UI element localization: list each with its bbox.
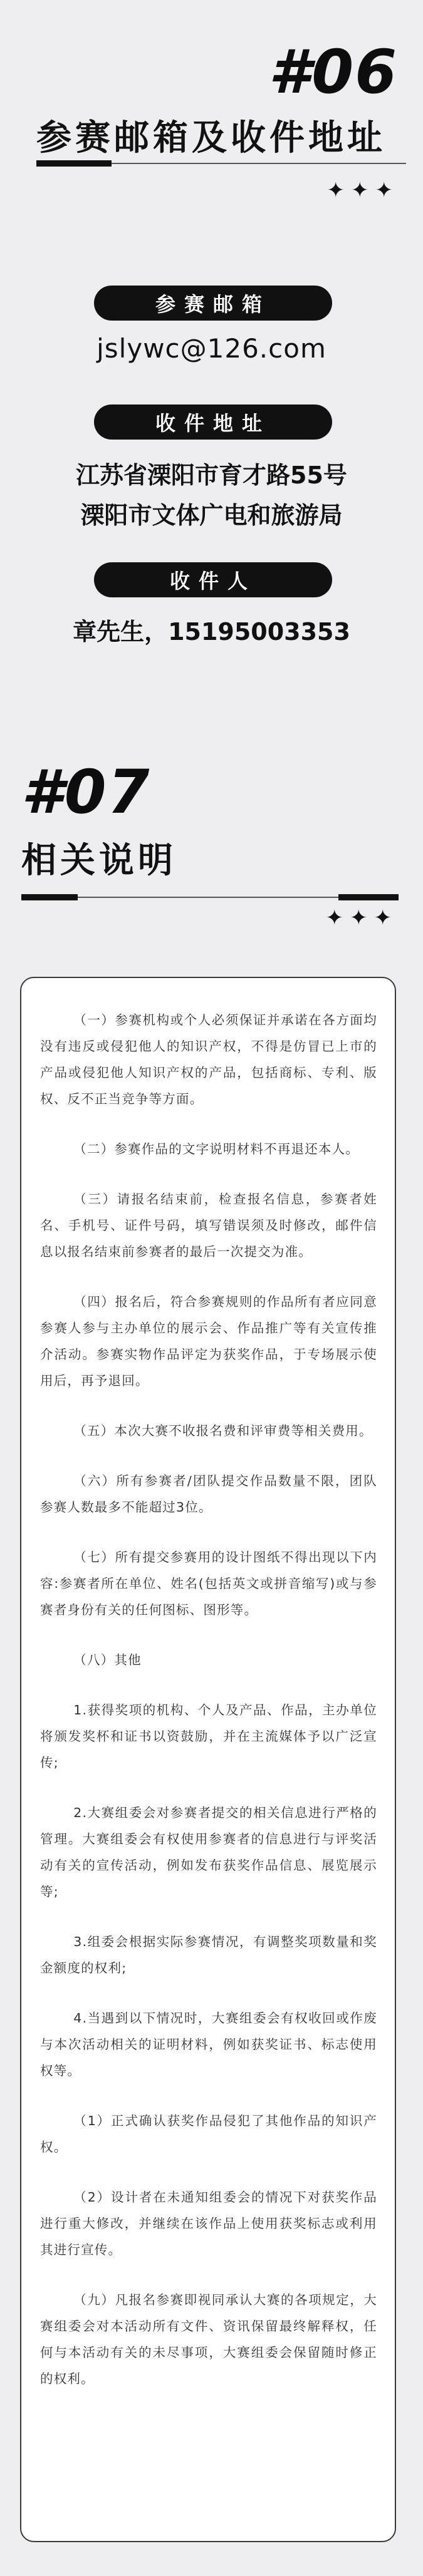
recipient-value: 章先生，15195003353 <box>73 618 350 646</box>
section-07-title: 相关说明 <box>21 840 177 881</box>
note-paragraph: （1）正式确认获奖作品侵犯了其他作品的知识产权。 <box>40 2113 377 2155</box>
address-line-2: 溧阳市文体广电和旅游局 <box>80 502 343 529</box>
section-07-accent-bar-left <box>21 894 78 900</box>
note-paragraph: （二）参赛作品的文字说明材料不再退还本人。 <box>73 1141 359 1157</box>
notes-card <box>20 977 396 2542</box>
section-07-stars-icon: ✦✦✦ <box>325 905 398 930</box>
section-06-title: 参赛邮箱及收件地址 <box>36 118 386 158</box>
email-value: jslywc@126.com <box>97 333 326 364</box>
note-paragraph: （七）所有提交参赛用的设计图纸不得出现以下内容:参赛者所在单位、姓名(包括英文或拼音缩写)或与参赛者身份有关的任何图标、图形等。 <box>40 1550 377 1617</box>
note-paragraph: 1.获得奖项的机构、个人及产品、作品，主办单位将颁发奖杯和证书以资鼓励，并在主流媒体予以广泛宣传; <box>40 1703 377 1770</box>
note-paragraph: （2）设计者在未通知组委会的情况下对获奖作品进行重大修改，并继续在该作品上使用获奖标志或利用其进行宣传。 <box>40 2190 377 2257</box>
section-07-number: #07 <box>21 757 151 827</box>
section-06-number: #06 <box>268 37 398 107</box>
note-paragraph: （三）请报名结束前，检查报名信息，参赛者姓名、手机号、证件号码，填写错误须及时修改，邮件信息以报名结束前参赛者的最后一次提交为准。 <box>40 1192 377 1259</box>
note-paragraph: （五）本次大赛不收报名费和评审费等相关费用。 <box>73 1423 373 1438</box>
note-paragraph: （四）报名后，符合参赛规则的作品所有者应同意参赛人参与主办单位的展示会、作品推广等有关宣传推介活动。参赛实物作品评定为获奖作品，于专场展示使用后，再予退回。 <box>40 1294 377 1388</box>
section-06-stars-icon: ✦✦✦ <box>326 178 399 203</box>
note-paragraph: 4.当遇到以下情况时，大赛组委会有权收回或作废与本次活动相关的证明材料，例如获奖证书、标志使用权等。 <box>40 2011 377 2078</box>
note-paragraph: （六）所有参赛者/团队提交作品数量不限，团队参赛人数最多不能超过3位。 <box>40 1473 377 1515</box>
note-paragraph: （一）参赛机构或个人必须保证并承诺在各方面均没有违反或侵犯他人的知识产权，不得是仿冒已上市的产品或侵犯他人知识产权的产品，包括商标、专利、版权、反不正当竞争等方面。 <box>40 1012 377 1106</box>
note-paragraph: （九）凡报名参赛即视同承认大赛的各项规定，大赛组委会对本活动所有文件、资讯保留最终解释权，任何与本活动有关的未尽事项，大赛组委会保留随时修正的权利。 <box>40 2292 377 2386</box>
note-paragraph: （八）其他 <box>73 1652 142 1667</box>
email-label-pill <box>94 286 332 321</box>
address-label: 收件地址 <box>155 411 271 435</box>
note-paragraph: 3.组委会根据实际参赛情况，有调整奖项数量和奖金额度的权利; <box>40 1934 377 1976</box>
section-07-accent-bar-right <box>338 894 399 900</box>
email-label: 参赛邮箱 <box>155 292 271 316</box>
recipient-label: 收件人 <box>169 569 256 593</box>
note-paragraph: 2.大赛组委会对参赛者提交的相关信息进行严格的管理。大赛组委会有权使用参赛者的信息进行与评奖活动有关的宣传活动，例如发布获奖作品信息、展览展示等; <box>40 1805 377 1899</box>
address-line-1: 江苏省溧阳市育才路55号 <box>76 461 347 489</box>
section-06-accent-bar <box>36 160 112 167</box>
recipient-label-pill <box>94 562 332 597</box>
address-label-pill <box>94 404 332 440</box>
